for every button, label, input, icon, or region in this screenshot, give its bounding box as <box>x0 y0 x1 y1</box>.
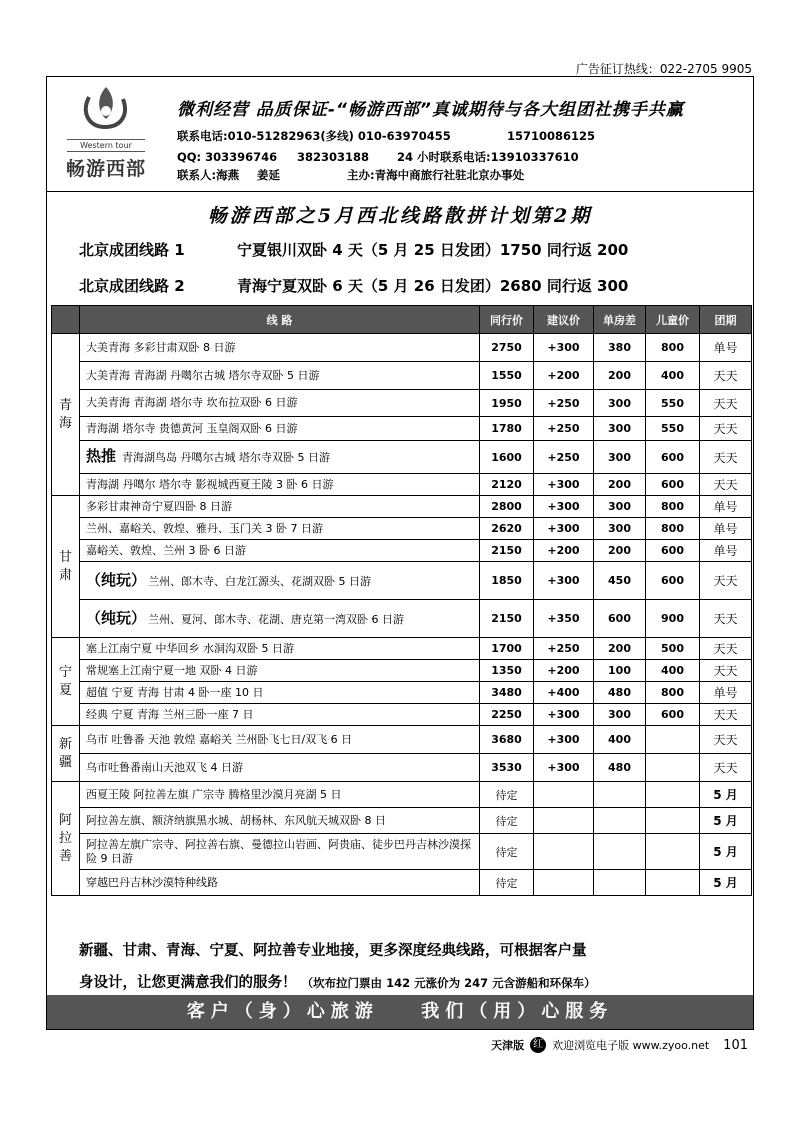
single-room-cell: 600 <box>594 600 646 638</box>
route-cell <box>80 518 480 540</box>
table-row <box>52 726 752 754</box>
child-price-cell: 800 <box>646 682 700 704</box>
services-line-2-text: 身设计，让您更满意我们的服务！ <box>79 975 297 991</box>
peer-price-cell: 2150 <box>480 540 534 562</box>
route-name: 大美青海 多彩甘肃双卧 8 日游 <box>86 340 236 354</box>
suggested-price-cell: +300 <box>534 726 594 754</box>
route-cell <box>80 417 480 441</box>
suggested-price-cell: +300 <box>534 754 594 782</box>
schedule-cell: 5 月 <box>700 870 752 896</box>
child-price-cell: 600 <box>646 704 700 726</box>
contact-qq <box>177 149 579 165</box>
single-room-cell: 300 <box>594 518 646 540</box>
peer-price-cell: 2250 <box>480 704 534 726</box>
route-name: 经典 宁夏 青海 兰州三卧一座 7 日 <box>86 707 254 721</box>
child-price-cell <box>646 754 700 782</box>
child-price-cell: 400 <box>646 362 700 390</box>
peer-price-cell: 2120 <box>480 474 534 496</box>
schedule-cell: 天天 <box>700 562 752 600</box>
route-cell <box>80 638 480 660</box>
peer-price-cell: 3480 <box>480 682 534 704</box>
route-cell <box>80 782 480 808</box>
peer-price-cell: 1850 <box>480 562 534 600</box>
peer-price-cell: 待定 <box>480 808 534 834</box>
route-name: 穿越巴丹吉林沙漠特种线路 <box>86 875 218 889</box>
header-peer-price: 同行价 <box>480 306 534 334</box>
footer-left: 客户（身）心旅游 <box>186 1001 379 1022</box>
person2: 姜延 <box>257 168 280 182</box>
peer-price-cell: 1700 <box>480 638 534 660</box>
table-row <box>52 754 752 782</box>
header-schedule: 团期 <box>700 306 752 334</box>
single-room-cell: 300 <box>594 496 646 518</box>
route-cell <box>80 562 480 600</box>
route-cell <box>80 540 480 562</box>
child-price-cell: 550 <box>646 390 700 417</box>
table-header-row <box>52 306 752 334</box>
route-name: 阿拉善左旗广宗寺、阿拉善右旗、曼德拉山岩画、阿贵庙、徒步巴丹吉林沙漠探险 9 日游 <box>86 837 471 865</box>
child-price-cell: 550 <box>646 417 700 441</box>
schedule-cell: 天天 <box>700 362 752 390</box>
group-line-2 <box>79 275 628 296</box>
route-cell <box>80 334 480 362</box>
route-cell <box>80 496 480 518</box>
single-room-cell: 300 <box>594 704 646 726</box>
table-row <box>52 417 752 441</box>
mobile: 15710086125 <box>507 129 596 143</box>
table-row <box>52 496 752 518</box>
peer-price-cell: 待定 <box>480 870 534 896</box>
single-room-cell <box>594 834 646 870</box>
page-footer <box>491 1037 748 1053</box>
single-room-cell: 300 <box>594 417 646 441</box>
table-row <box>52 518 752 540</box>
route-name: 兰州、夏河、郎木寺、花湖、唐克第一湾双卧 6 日游 <box>148 612 405 626</box>
route-cell <box>80 834 480 870</box>
single-room-cell <box>594 782 646 808</box>
route-cell <box>80 600 480 638</box>
single-room-cell: 300 <box>594 390 646 417</box>
contact-phones <box>177 128 595 144</box>
single-room-cell <box>594 808 646 834</box>
single-room-cell: 300 <box>594 441 646 474</box>
child-price-cell: 800 <box>646 334 700 362</box>
services-line-1: 新疆、甘肃、青海、宁夏、阿拉善专业地接，更多深度经典线路，可根据客户量 <box>79 943 587 959</box>
route-cell <box>80 704 480 726</box>
peer-price-cell: 待定 <box>480 782 534 808</box>
brand-logo <box>59 83 153 187</box>
route-name: 乌市吐鲁番南山天池双飞 4 日游 <box>86 760 243 774</box>
route-cell <box>80 754 480 782</box>
table-row <box>52 474 752 496</box>
route-cell <box>80 726 480 754</box>
phone: 联系电话:010-51282963(多线) 010-63970455 <box>177 129 451 143</box>
schedule-cell: 单号 <box>700 682 752 704</box>
logo-icon <box>75 83 137 133</box>
footer-site: 欢迎浏览电子版 www.zyoo.net <box>552 1039 710 1052</box>
person: 联系人:海燕 <box>177 168 240 182</box>
header-route: 线 路 <box>80 306 480 334</box>
group-line-1 <box>79 239 628 260</box>
suggested-price-cell <box>534 782 594 808</box>
route-name: 嘉峪关、敦煌、兰州 3 卧 6 日游 <box>86 543 246 557</box>
schedule-cell: 5 月 <box>700 782 752 808</box>
single-room-cell: 400 <box>594 726 646 754</box>
host: 主办:青海中商旅行社驻北京办事处 <box>347 168 525 182</box>
suggested-price-cell <box>534 870 594 896</box>
footer-right: 我们（用）心服务 <box>421 1001 614 1022</box>
contact-person <box>177 167 524 183</box>
region-qinghai: 青 海 <box>52 334 80 496</box>
route-cell <box>80 682 480 704</box>
suggested-price-cell: +300 <box>534 334 594 362</box>
route-name: 兰州、嘉峪关、敦煌、雅丹、玉门关 3 卧 7 日游 <box>86 521 323 535</box>
qq2: 382303188 <box>297 150 370 164</box>
region-ningxia: 宁 夏 <box>52 638 80 726</box>
peer-price-cell: 1350 <box>480 660 534 682</box>
group-line-name: 北京成团线路 2 <box>79 277 185 295</box>
suggested-price-cell: +250 <box>534 390 594 417</box>
route-cell <box>80 390 480 417</box>
suggested-price-cell: +250 <box>534 638 594 660</box>
suggested-price-cell: +250 <box>534 441 594 474</box>
suggested-price-cell: +200 <box>534 540 594 562</box>
hotline-24: 24 小时联系电话:13910337610 <box>397 150 579 164</box>
single-room-cell: 380 <box>594 334 646 362</box>
table-row <box>52 638 752 660</box>
group-line-detail: 青海宁夏双卧 6 天（5 月 26 日发团）2680 同行返 300 <box>237 277 629 295</box>
route-prefix: （纯玩） <box>86 570 147 589</box>
peer-price-cell: 2750 <box>480 334 534 362</box>
slogan: 微利经营 品质保证-“畅游西部”真诚期待与各大组团社携手共赢 <box>177 100 684 120</box>
child-price-cell: 800 <box>646 518 700 540</box>
peer-price-cell: 2150 <box>480 600 534 638</box>
table-row <box>52 808 752 834</box>
suggested-price-cell: +200 <box>534 660 594 682</box>
page-frame <box>46 76 754 1030</box>
schedule-cell: 单号 <box>700 540 752 562</box>
child-price-cell: 600 <box>646 441 700 474</box>
table-row <box>52 441 752 474</box>
route-cell <box>80 474 480 496</box>
route-name: 塞上江南宁夏 中华回乡 水洞沟双卧 5 日游 <box>86 641 294 655</box>
route-cell <box>80 362 480 390</box>
suggested-price-cell: +300 <box>534 518 594 540</box>
route-name: 大美青海 青海湖 塔尔寺 坎布拉双卧 6 日游 <box>86 396 298 409</box>
table-row <box>52 660 752 682</box>
suggested-price-cell <box>534 834 594 870</box>
route-name: 青海湖 丹噶尔 塔尔寺 影视城西夏王陵 3 卧 6 日游 <box>86 477 334 491</box>
schedule-cell: 天天 <box>700 441 752 474</box>
route-name: 西夏王陵 阿拉善左旗 广宗寺 腾格里沙漠月亮湖 5 日 <box>86 787 342 801</box>
table-row <box>52 540 752 562</box>
table-row <box>52 870 752 896</box>
group-line-detail: 宁夏银川双卧 4 天（5 月 25 日发团）1750 同行返 200 <box>237 241 629 259</box>
schedule-cell: 天天 <box>700 474 752 496</box>
table-row <box>52 704 752 726</box>
schedule-cell: 5 月 <box>700 834 752 870</box>
single-room-cell: 200 <box>594 540 646 562</box>
child-price-cell: 800 <box>646 496 700 518</box>
peer-price-cell: 3680 <box>480 726 534 754</box>
child-price-cell: 400 <box>646 660 700 682</box>
header-region <box>52 306 80 334</box>
qq: QQ: 303396746 <box>177 150 278 164</box>
route-name: 大美青海 青海湖 丹噶尔古城 塔尔寺双卧 5 日游 <box>86 368 320 382</box>
table-row <box>52 782 752 808</box>
schedule-cell: 天天 <box>700 417 752 441</box>
single-room-cell: 480 <box>594 754 646 782</box>
schedule-cell: 天天 <box>700 754 752 782</box>
route-name: 常规塞上江南宁夏一地 双卧 4 日游 <box>86 663 258 677</box>
peer-price-cell: 1950 <box>480 390 534 417</box>
schedule-cell: 天天 <box>700 638 752 660</box>
schedule-cell: 天天 <box>700 704 752 726</box>
schedule-cell: 天天 <box>700 390 752 417</box>
table-row <box>52 390 752 417</box>
peer-price-cell: 待定 <box>480 834 534 870</box>
route-name: 阿拉善左旗、额济纳旗黑水城、胡杨林、东风航天城双卧 8 日 <box>86 813 386 827</box>
header-single-room: 单房差 <box>594 306 646 334</box>
suggested-price-cell <box>534 808 594 834</box>
route-name: 青海湖鸟岛 丹噶尔古城 塔尔寺双卧 5 日游 <box>122 451 330 464</box>
suggested-price-cell: +200 <box>534 362 594 390</box>
region-xinjiang: 新 疆 <box>52 726 80 782</box>
child-price-cell: 600 <box>646 562 700 600</box>
schedule-cell: 5 月 <box>700 808 752 834</box>
routes-table <box>51 305 752 896</box>
suggested-price-cell: +300 <box>534 562 594 600</box>
route-prefix: 热推 <box>86 447 117 465</box>
edition: 天津版 <box>491 1039 525 1052</box>
logo-cn: 畅游西部 <box>65 158 146 180</box>
schedule-cell: 天天 <box>700 726 752 754</box>
schedule-cell: 单号 <box>700 496 752 518</box>
single-room-cell: 200 <box>594 474 646 496</box>
table-row <box>52 334 752 362</box>
routes-body <box>52 334 752 896</box>
suggested-price-cell: +250 <box>534 417 594 441</box>
suggested-price-cell: +350 <box>534 600 594 638</box>
route-cell <box>80 441 480 474</box>
route-cell <box>80 660 480 682</box>
route-prefix: （纯玩） <box>86 608 147 627</box>
child-price-cell <box>646 808 700 834</box>
child-price-cell <box>646 726 700 754</box>
group-line-name: 北京成团线路 1 <box>79 241 185 259</box>
suggested-price-cell: +300 <box>534 496 594 518</box>
schedule-cell: 天天 <box>700 600 752 638</box>
single-room-cell <box>594 870 646 896</box>
hotline: 广告征订热线：022-2705 9905 <box>575 62 752 76</box>
seal-icon: 红 <box>530 1037 546 1053</box>
schedule-cell: 单号 <box>700 518 752 540</box>
route-name: 超值 宁夏 青海 甘肃 4 卧一座 10 日 <box>86 685 264 699</box>
peer-price-cell: 2620 <box>480 518 534 540</box>
peer-price-cell: 2800 <box>480 496 534 518</box>
child-price-cell: 600 <box>646 540 700 562</box>
plan-title: 畅游西部之5月西北线路散拼计划第2期 <box>207 205 593 227</box>
services-note: （坎布拉门票由 142 元涨价为 247 元含游船和环保车） <box>301 976 596 990</box>
logo-en: Western tour <box>67 139 145 152</box>
peer-price-cell: 3530 <box>480 754 534 782</box>
route-name: 乌市 吐鲁番 天池 敦煌 嘉峪关 兰州卧飞七日/双飞 6 日 <box>86 732 353 746</box>
single-room-cell: 200 <box>594 638 646 660</box>
peer-price-cell: 1550 <box>480 362 534 390</box>
child-price-cell <box>646 782 700 808</box>
suggested-price-cell: +300 <box>534 474 594 496</box>
route-cell <box>80 870 480 896</box>
header-suggested-price: 建议价 <box>534 306 594 334</box>
peer-price-cell: 1780 <box>480 417 534 441</box>
table-row <box>52 600 752 638</box>
child-price-cell <box>646 870 700 896</box>
child-price-cell: 900 <box>646 600 700 638</box>
single-room-cell: 450 <box>594 562 646 600</box>
table-row <box>52 682 752 704</box>
single-room-cell: 480 <box>594 682 646 704</box>
suggested-price-cell: +400 <box>534 682 594 704</box>
route-name: 青海湖 塔尔寺 贵德黄河 玉皇阁双卧 6 日游 <box>86 421 298 435</box>
peer-price-cell: 1600 <box>480 441 534 474</box>
route-name: 兰州、郎木寺、白龙江源头、花湖双卧 5 日游 <box>148 574 372 588</box>
region-gansu: 甘 肃 <box>52 496 80 638</box>
child-price-cell: 500 <box>646 638 700 660</box>
schedule-cell: 单号 <box>700 334 752 362</box>
route-cell <box>80 808 480 834</box>
table-row <box>52 834 752 870</box>
table-row <box>52 362 752 390</box>
services-text <box>79 935 745 999</box>
table-row <box>52 562 752 600</box>
suggested-price-cell: +300 <box>534 704 594 726</box>
schedule-cell: 天天 <box>700 660 752 682</box>
divider <box>47 191 753 192</box>
single-room-cell: 100 <box>594 660 646 682</box>
footer-band <box>47 995 753 1029</box>
child-price-cell: 600 <box>646 474 700 496</box>
page-number: 101 <box>723 1037 748 1053</box>
region-alashan: 阿 拉 善 <box>52 782 80 896</box>
single-room-cell: 200 <box>594 362 646 390</box>
header-child-price: 儿童价 <box>646 306 700 334</box>
route-name: 多彩甘肃神奇宁夏四卧 8 日游 <box>86 499 232 513</box>
child-price-cell <box>646 834 700 870</box>
